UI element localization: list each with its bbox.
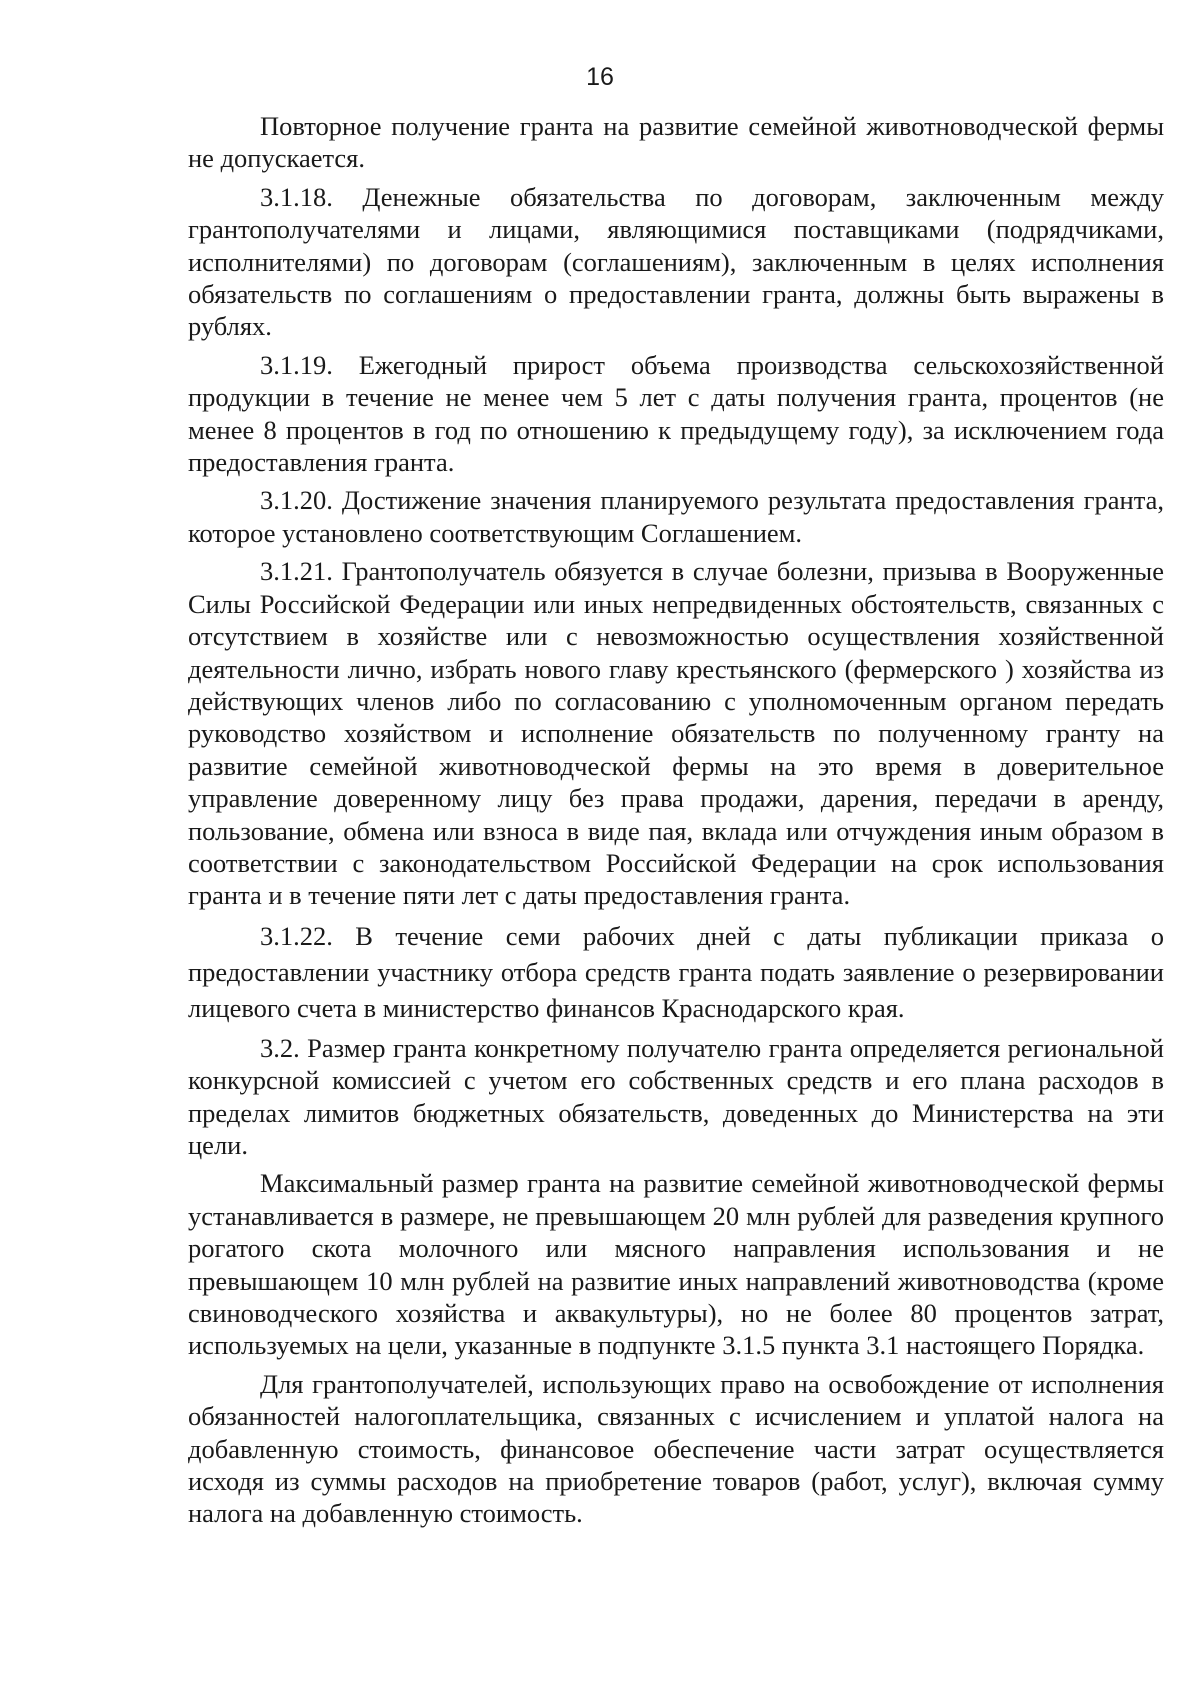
paragraph-3-1-18: 3.1.18. Денежные обязательства по договорам, заключенным между грантополучателями и лицами, являющимися поставщиками (подрядчиками, исполнителями) по договорам (соглашениям), заключенным в целях исполнения обязательств по соглашениям о предоставлении гранта, должны быть выражены в рублях.	[188, 181, 1164, 342]
paragraph-repeat-grant: Повторное получение гранта на развитие семейной животноводческой фермы не допускается.	[188, 111, 1164, 174]
paragraph-vat-exemption: Для грантополучателей, использующих право на освобождение от исполнения обязанностей налогоплательщика, связанных с исчислением и уплатой налога на добавленную стоимость, финансовое обеспечение части затрат осуществляется исходя из суммы расходов на приобретение товаров (работ, услуг), включая сумму налога на добавленную стоимость.	[188, 1368, 1164, 1529]
paragraph-3-1-22: 3.1.22. В течение семи рабочих дней с даты публикации приказа о предоставлении участнику отбора средств гранта подать заявление о резервировании лицевого счета в министерство финансов Краснодарского края.	[188, 920, 1164, 1023]
paragraph-3-1-21: 3.1.21. Грантополучатель обязуется в случае болезни, призыва в Вооруженные Силы Российской Федерации или иных непредвиденных обстоятельств, связанных с отсутствием в хозяйстве или с невозможностью осуществления хозяйственной деятельности лично, избрать нового главу крестьянского (фермерского ) хозяйства из действующих членов либо по согласованию с уполномоченным органом передать руководство хозяйством и исполнение обязательств по полученному гранту на развитие семейной животноводческой фермы на это время в доверительное управление доверенному лицу без права продажи, дарения, передачи в аренду, пользование, обмена или взноса в виде пая, вклада или отчуждения иным образом в соответствии с законодательством Российской Федерации на срок использования гранта и в течение пяти лет с даты предоставления гранта.	[188, 556, 1164, 911]
paragraph-3-1-19: 3.1.19. Ежегодный прирост объема производства сельскохозяйственной продукции в течение не менее чем 5 лет с даты получения гранта, процентов (не менее 8 процентов в год по отношению к предыдущему году), за исключением года предоставления гранта.	[188, 349, 1164, 478]
paragraph-max-grant: Максимальный размер гранта на развитие семейной животноводческой фермы устанавливается в размере, не превышающем 20 млн рублей для разведения крупного рогатого скота молочного или мясного направления использования и не превышающем 10 млн рублей на развитие иных направлений животноводства (кроме свиноводческого хозяйства и аквакультуры), но не более 80 процентов затрат, используемых на цели, указанные в подпункте 3.1.5 пункта 3.1 настоящего Порядка.	[188, 1168, 1164, 1361]
page-number: 16	[586, 63, 614, 91]
paragraph-3-2: 3.2. Размер гранта конкретному получателю гранта определяется региональной конкурсной комиссией с учетом его собственных средств и его плана расходов в пределах лимитов бюджетных обязательств, доведенных до Министерства на эти цели.	[188, 1032, 1164, 1160]
paragraph-3-1-20: 3.1.20. Достижение значения планируемого результата предоставления гранта, которое установлено соответствующим Соглашением.	[188, 485, 1164, 548]
document-body	[188, 110, 1164, 1530]
